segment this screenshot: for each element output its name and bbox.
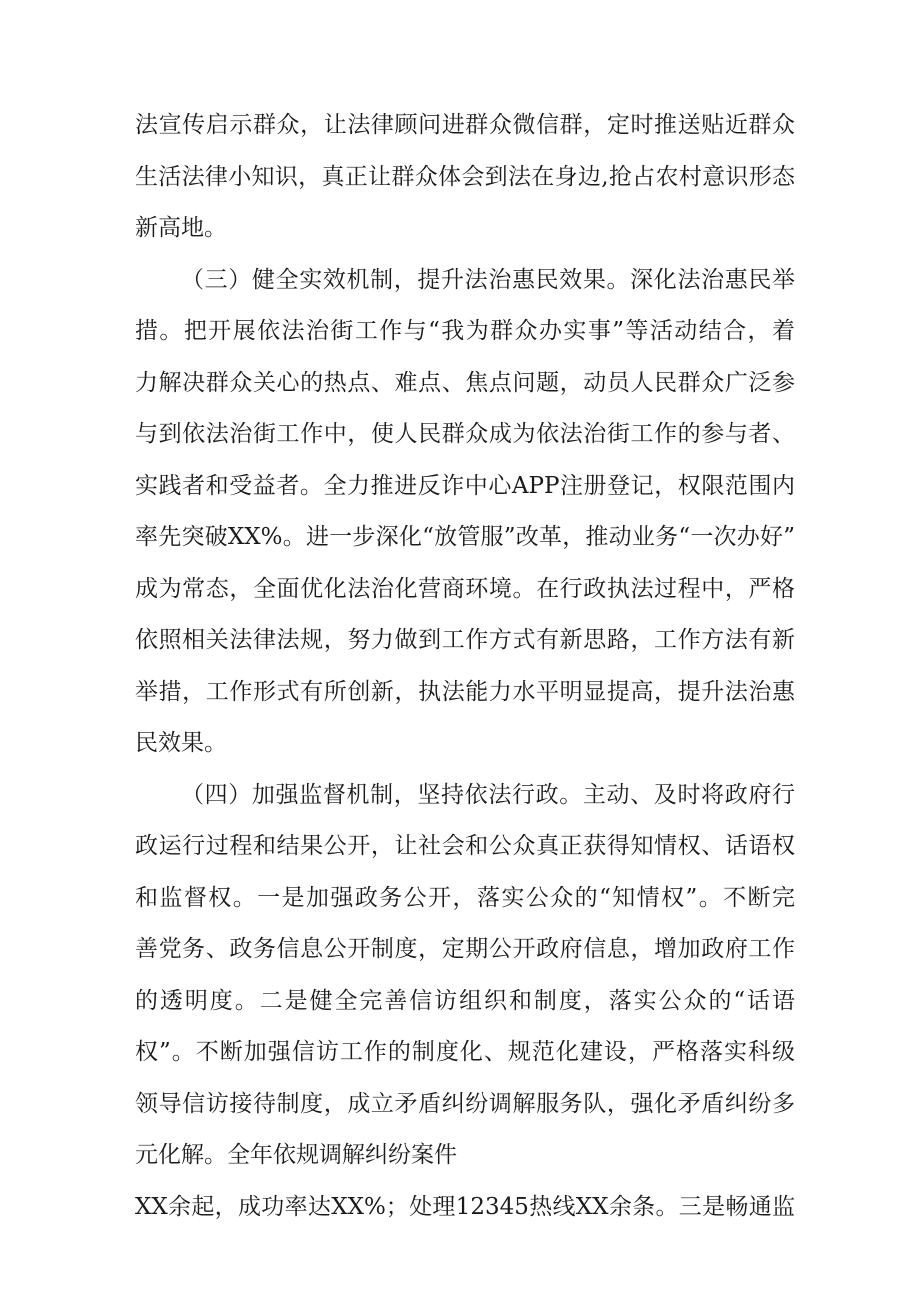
- text-line: 依照相关法律法规，努力做到工作方式有新思路，工作方法有新: [135, 627, 795, 653]
- text-line: 元化解。全年依规调解纠纷案件: [135, 1142, 457, 1168]
- section-heading-line: （三）健全实效机制，提升法治惠民效果。深化法治惠民举: [181, 266, 795, 293]
- text-line: 力解决群众关心的热点、难点、焦点问题，动员人民群众广泛参: [135, 369, 795, 396]
- body-text: [135, 100, 795, 1233]
- text-line: 实践者和受益者。全力推进反诈中心APP注册登记，权限范围内: [135, 472, 795, 499]
- text-line: XX余起，成功率达XX%；处理12345热线XX余条。三是畅通监: [135, 1193, 795, 1220]
- text-line: 法宣传启示群众，让法律顾问进群众微信群，定时推送贴近群众: [135, 112, 795, 138]
- text-line: 政运行过程和结果公开，让社会和公众真正获得知情权、话语权: [135, 833, 795, 859]
- text-line: 的透明度。二是健全完善信访组织和制度，落实公众的“话语: [135, 987, 795, 1014]
- text-line: 成为常态，全面优化法治化营商环境。在行政执法过程中，严格: [135, 575, 795, 602]
- text-line: 举措，工作形式有所创新，执法能力水平明显提高，提升法治惠: [135, 678, 795, 705]
- text-line: 率先突破XX%。进一步深化“放管服”改革，推动业务“一次办好”: [135, 524, 795, 550]
- section-heading-line: （四）加强监督机制，坚持依法行政。主动、及时将政府行: [181, 781, 795, 808]
- text-line: 新高地。: [135, 215, 227, 241]
- text-line: 措。把开展依法治街工作与“我为群众办实事”等活动结合，着: [135, 318, 795, 344]
- text-line: 领导信访接待制度，成立矛盾纠纷调解服务队，强化矛盾纠纷多: [135, 1090, 795, 1117]
- text-line: 权”。不断加强信访工作的制度化、规范化建设，严格落实科级: [135, 1039, 795, 1065]
- text-line: 生活法律小知识，真正让群众体会到法在身边,抢占农村意识形态: [135, 163, 795, 190]
- text-line: 善党务、政务信息公开制度，定期公开政府信息，增加政府工作: [135, 936, 795, 962]
- text-line: 与到依法治街工作中，使人民群众成为依法治街工作的参与者、: [135, 421, 795, 447]
- text-line: 民效果。: [135, 730, 227, 756]
- text-line: 和监督权。一是加强政务公开，落实公众的“知情权”。不断完: [135, 884, 795, 911]
